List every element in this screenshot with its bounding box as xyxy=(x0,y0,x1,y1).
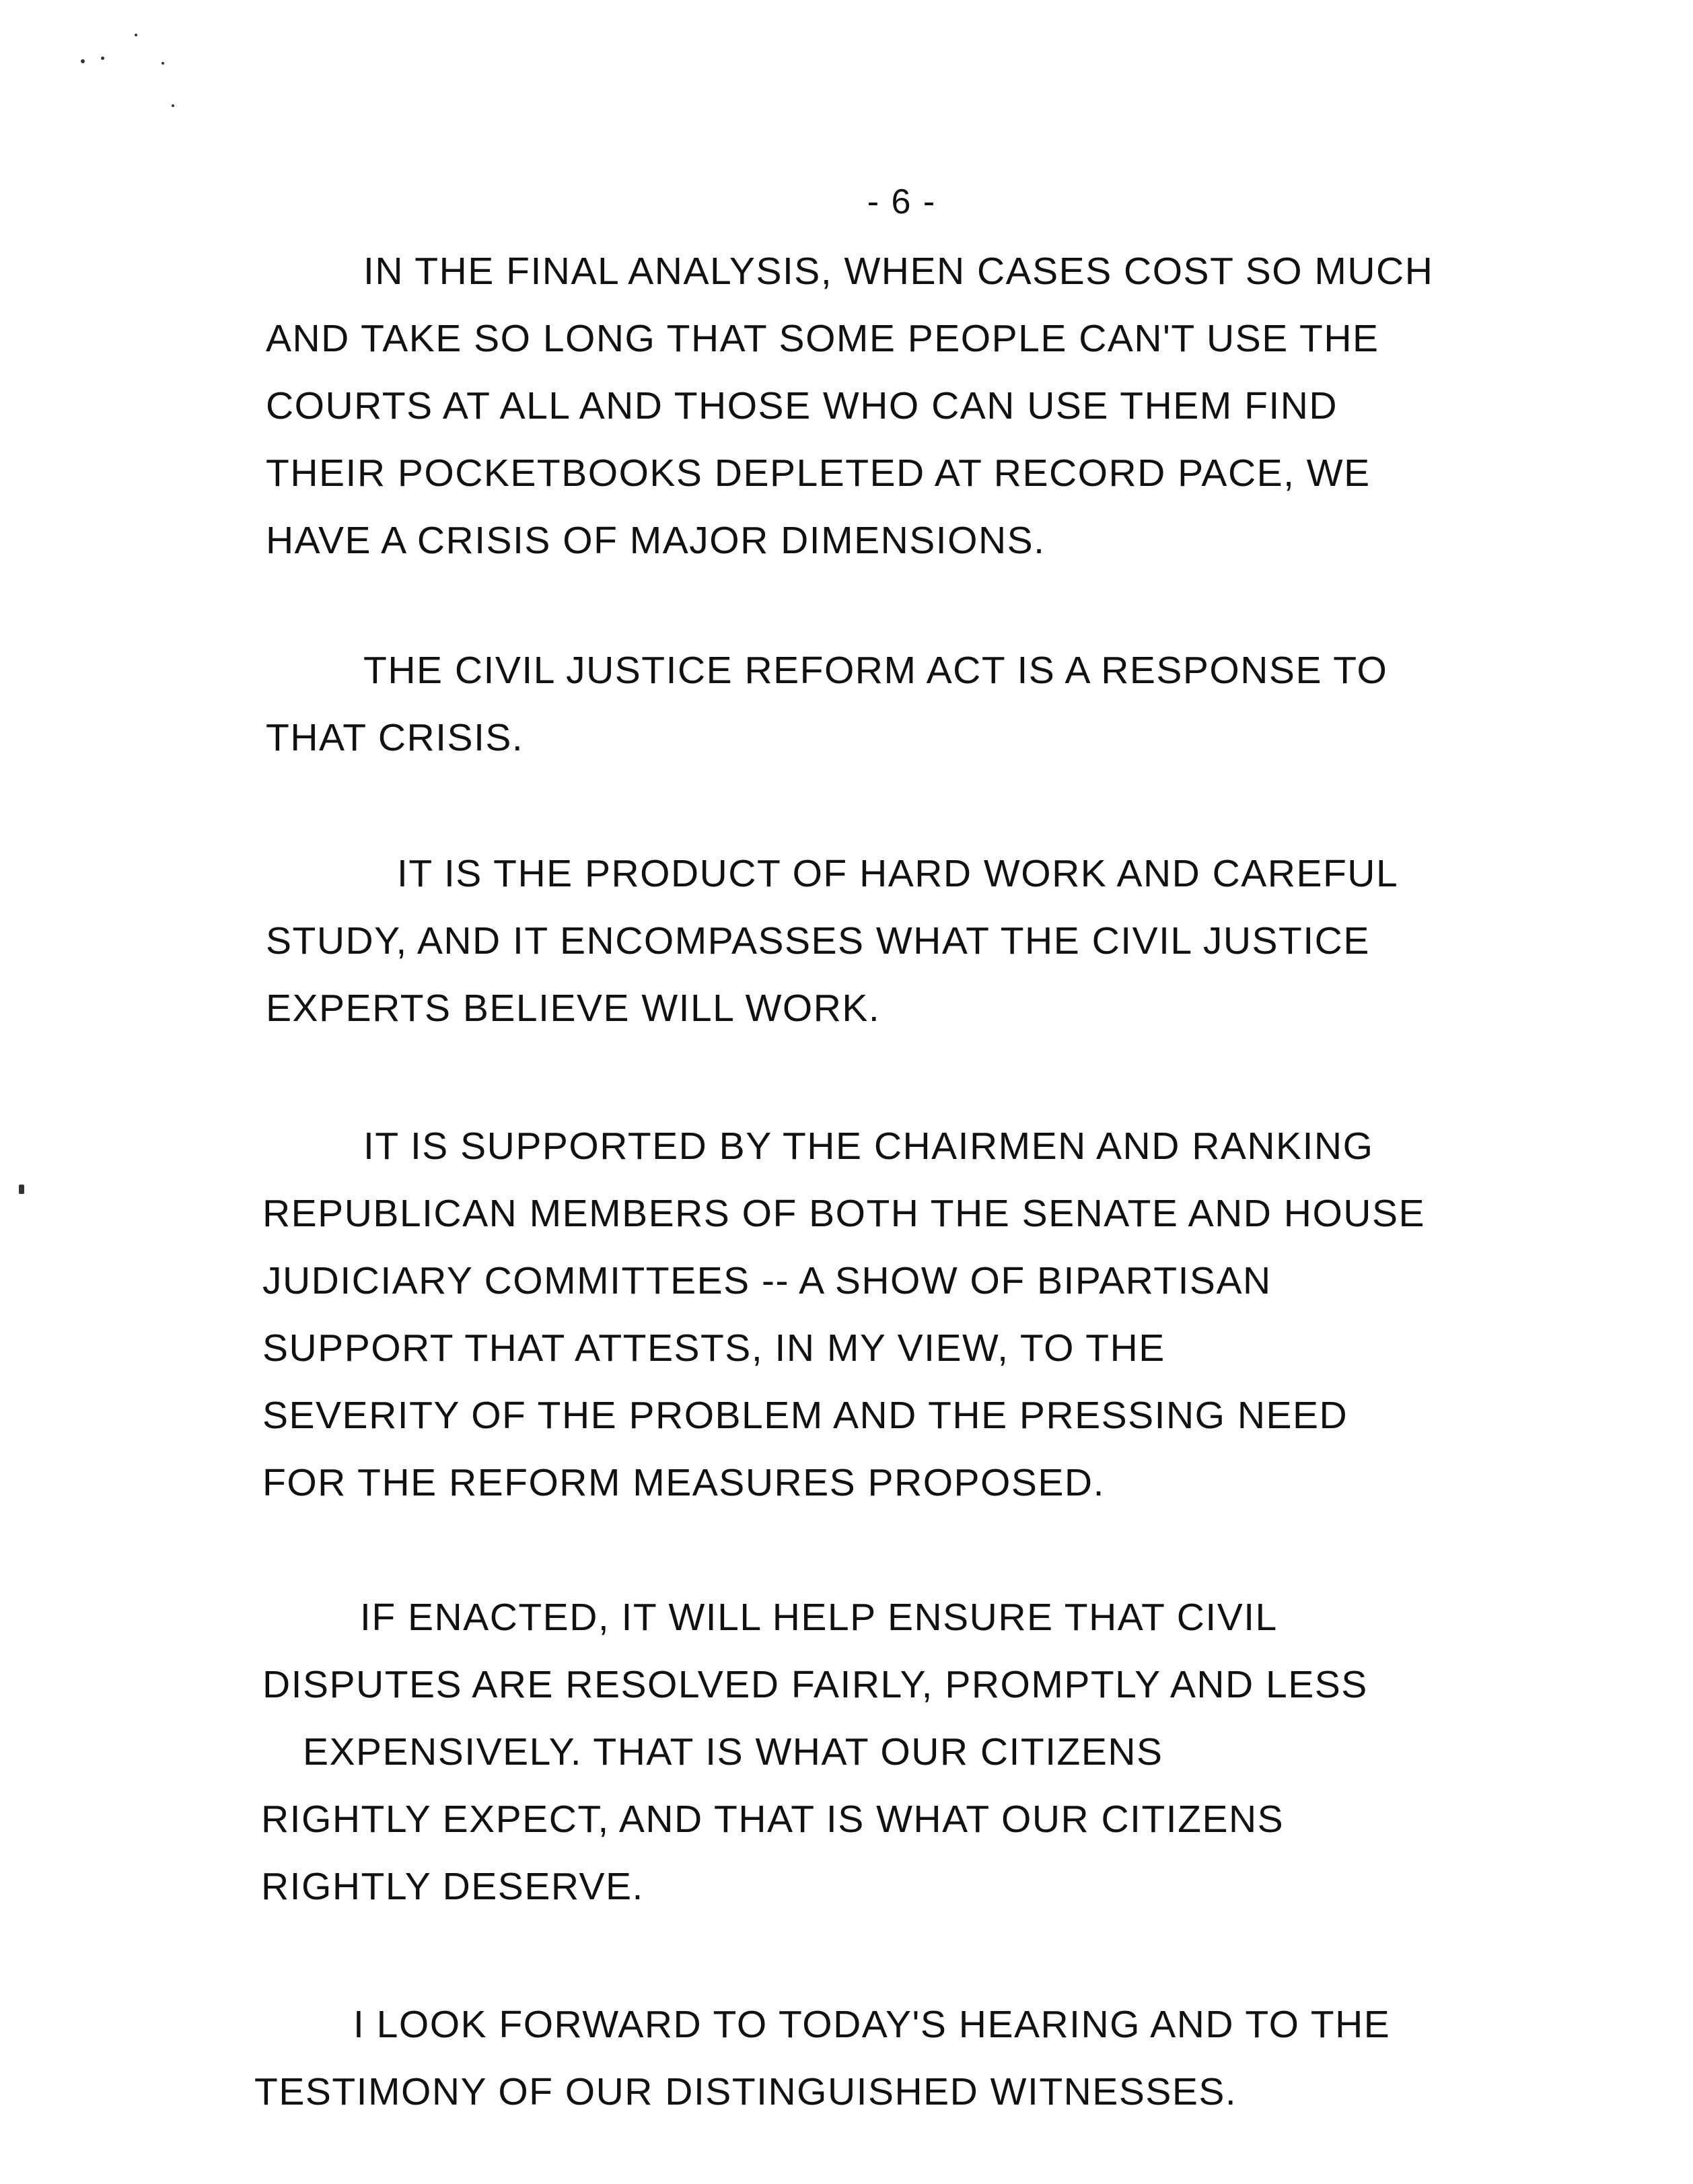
paragraph-3-line-2: STUDY, AND IT ENCOMPASSES WHAT THE CIVIL JUSTICE xyxy=(266,919,1370,962)
paragraph-4-line-1: IT IS SUPPORTED BY THE CHAIRMEN AND RANKING xyxy=(363,1125,1374,1168)
paragraph-4-line-6: FOR THE REFORM MEASURES PROPOSED. xyxy=(262,1461,1105,1504)
paragraph-6-line-1: I LOOK FORWARD TO TODAY'S HEARING AND TO THE xyxy=(353,2003,1391,2046)
paragraph-1-line-1: IN THE FINAL ANALYSIS, WHEN CASES COST SO MUCH xyxy=(363,250,1434,293)
paragraph-5-line-3: EXPENSIVELY. THAT IS WHAT OUR CITIZENS xyxy=(303,1730,1163,1773)
paragraph-1-line-5: HAVE A CRISIS OF MAJOR DIMENSIONS. xyxy=(266,519,1046,562)
scan-speck xyxy=(101,57,104,60)
paragraph-2-line-2: THAT CRISIS. xyxy=(266,716,524,759)
paragraph-4-line-3: JUDICIARY COMMITTEES -- A SHOW OF BIPARTISAN xyxy=(262,1259,1272,1302)
paragraph-4-line-2: REPUBLICAN MEMBERS OF BOTH THE SENATE AND HOUSE xyxy=(262,1192,1426,1235)
paragraph-4-line-4: SUPPORT THAT ATTESTS, IN MY VIEW, TO THE xyxy=(262,1327,1165,1370)
paragraph-1-line-3: COURTS AT ALL AND THOSE WHO CAN USE THEM FIND xyxy=(266,384,1338,427)
paragraph-5-line-5: RIGHTLY DESERVE. xyxy=(261,1865,644,1908)
paragraph-5-line-2: DISPUTES ARE RESOLVED FAIRLY, PROMPTLY AND LESS xyxy=(262,1663,1368,1706)
scan-speck xyxy=(81,59,85,63)
paragraph-1-line-4: THEIR POCKETBOOKS DEPLETED AT RECORD PACE, WE xyxy=(266,452,1371,495)
paragraph-4-line-5: SEVERITY OF THE PROBLEM AND THE PRESSING NEED xyxy=(262,1394,1348,1437)
scan-speck xyxy=(135,34,137,36)
paragraph-2-line-1: THE CIVIL JUSTICE REFORM ACT IS A RESPONSE TO xyxy=(363,649,1388,692)
scan-speck xyxy=(19,1185,24,1194)
paragraph-3-line-1: IT IS THE PRODUCT OF HARD WORK AND CAREFUL xyxy=(397,852,1399,895)
paragraph-3-line-3: EXPERTS BELIEVE WILL WORK. xyxy=(266,987,881,1030)
paragraph-6-line-2: TESTIMONY OF OUR DISTINGUISHED WITNESSES. xyxy=(254,2070,1237,2113)
paragraph-1-line-2: AND TAKE SO LONG THAT SOME PEOPLE CAN'T USE THE xyxy=(266,317,1379,360)
paragraph-5-line-1: IF ENACTED, IT WILL HELP ENSURE THAT CIVIL xyxy=(360,1596,1278,1639)
page-number: - 6 - xyxy=(867,182,937,221)
scan-speck xyxy=(172,104,174,107)
paragraph-5-line-4: RIGHTLY EXPECT, AND THAT IS WHAT OUR CITIZENS xyxy=(261,1798,1285,1841)
scan-speck xyxy=(161,62,164,65)
